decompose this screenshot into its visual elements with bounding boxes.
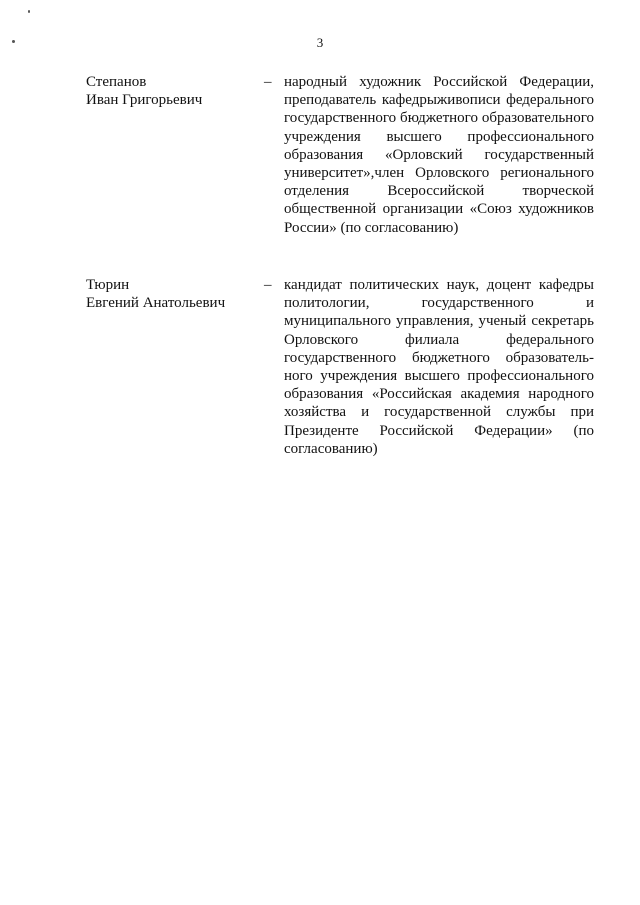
member-given-names: Евгений Анатольевич [86, 295, 226, 311]
scan-speck [28, 10, 30, 13]
member-description: кандидат политических наук, доцент кафедры политологии, государственного и муниципального управления, ученый секретарь Орловского филиала федерального государственного бюджетного образователь-ного учреждения высшего профессионального образования «Российская академия народного хозяйства и государственной службы при Президенте Российской Федерации» (по согласованию) [284, 277, 594, 457]
member-surname: Степанов [86, 74, 147, 90]
page-number: 3 [316, 35, 324, 50]
dash-separator: – [264, 74, 272, 90]
member-description: народный художник Российской Федерации, преподаватель кафедрыживописи федерального государственного бюджетного образовательного учреждения высшего профессионального образования «Орловский государственный университет»,член Орловского регионального отделения Всероссийской творческой общественной организации «Союз художников России» (по согласованию) [284, 74, 594, 236]
member-name [86, 73, 266, 109]
member-surname: Тюрин [86, 277, 130, 293]
member-given-names: Иван Григорьевич [86, 92, 203, 108]
dash-separator: – [264, 277, 272, 293]
member-name [86, 276, 266, 312]
